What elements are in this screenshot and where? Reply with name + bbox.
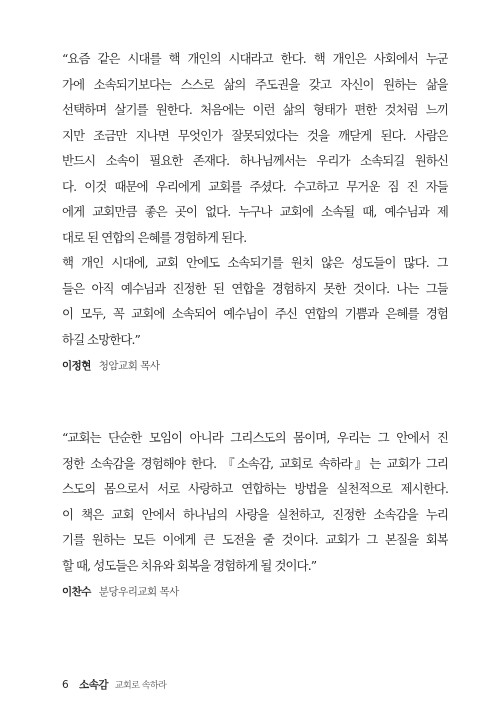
- quote-attribution: [62, 359, 448, 373]
- book-title: 소속감: [79, 679, 108, 691]
- quote-line: 이 책은 교회 안에서 하나님의 사랑을 실천하고, 진정한 소속감을 누리: [62, 506, 448, 522]
- quote-line: 지만 조금만 지나면 무엇인가 잘못되었다는 것을 깨닫게 된다. 사람은: [62, 127, 448, 143]
- page-footer: [62, 677, 166, 692]
- quote-line: 하길 소망한다.”: [62, 331, 140, 347]
- quote-line: 기를 원하는 모든 이에게 큰 도전을 줄 것이다. 교회가 그 본질을 회복: [62, 532, 448, 547]
- quote-line: 정한 소속감을 경험해야 한다. 『소속감, 교회로 속하라』는 교회가 그리: [62, 455, 448, 471]
- quote-line: 들은 아직 예수님과 진정한 된 연합을 경험하지 못한 것이다. 나는 그들: [62, 280, 448, 296]
- author-role: 분당우리교회 목사: [98, 586, 179, 598]
- page-number: 6: [62, 679, 69, 691]
- quote-line: 반드시 소속이 필요한 존재다. 하나님께서는 우리가 소속되길 원하신: [62, 153, 448, 168]
- quote-text: [62, 425, 448, 578]
- author-role: 청암교회 목사: [98, 360, 160, 372]
- endorsement-quote-1: [62, 46, 448, 373]
- quote-line: 에게 교회만큼 좋은 곳이 없다. 누구나 교회에 소속될 때, 예수님과 제: [62, 204, 448, 219]
- quote-attribution: [62, 585, 448, 599]
- endorsement-quote-2: [62, 425, 448, 599]
- quote-line: 가에 소속되기보다는 스스로 삶의 주도권을 갖고 자신이 원하는 삶을: [62, 76, 448, 92]
- quote-line: “요즘 같은 시대를 핵 개인의 시대라고 한다. 핵 개인은 사회에서 누군: [62, 51, 448, 66]
- quote-line: 핵 개인 시대에, 교회 안에도 소속되기를 원치 않은 성도들이 많다. 그: [62, 255, 448, 270]
- book-subtitle: 교회로 속하라: [114, 681, 167, 691]
- quote-line: 스도의 몸으로서 서로 사랑하고 연합하는 방법을 실천적으로 제시한다.: [62, 481, 448, 496]
- quote-line: 대로 된 연합의 은혜를 경험하게 된다.: [62, 229, 247, 245]
- quote-text: [62, 46, 448, 352]
- quote-line: 다. 이것 때문에 우리에게 교회를 주셨다. 수고하고 무거운 짐 진 자들: [62, 178, 448, 194]
- quote-line: 이 모두, 꼭 교회에 소속되어 예수님이 주신 연합의 기쁨과 은혜를 경험: [62, 306, 448, 321]
- quote-line: 할 때, 성도들은 치유와 회복을 경험하게 될 것이다.”: [62, 557, 317, 573]
- quote-line: 선택하며 살기를 원한다. 처음에는 이런 삶의 형태가 편한 것처럼 느끼: [62, 102, 448, 117]
- quote-line: “교회는 단순한 모임이 아니라 그리스도의 몸이며, 우리는 그 안에서 진: [62, 430, 448, 445]
- page-content: [62, 46, 448, 599]
- author-name: 이찬수: [62, 586, 91, 598]
- author-name: 이정현: [62, 360, 91, 372]
